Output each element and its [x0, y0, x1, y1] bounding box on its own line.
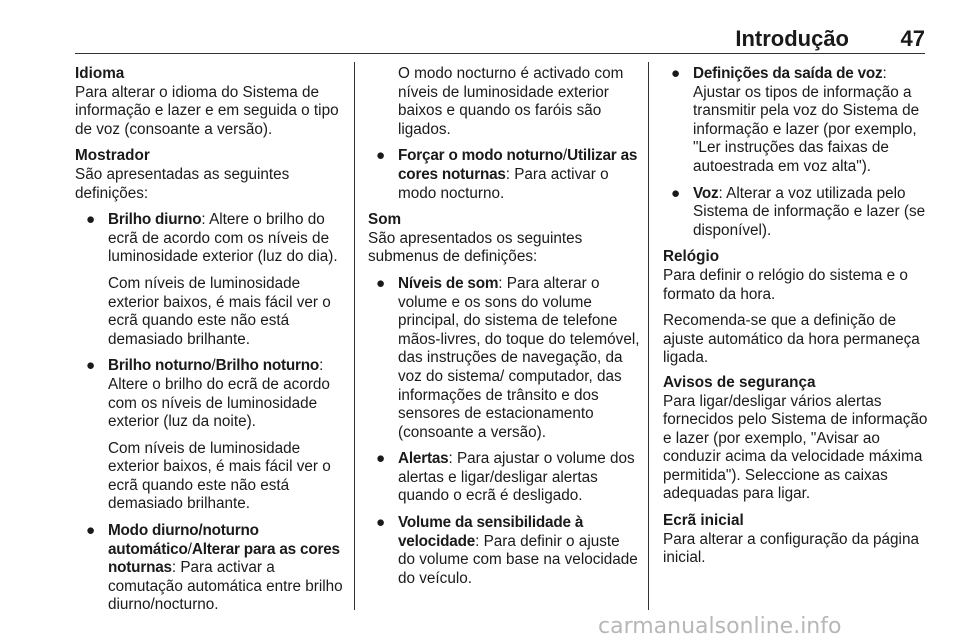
- item-text: : Para activar a comutação automática entre brilho diurno/nocturno.: [108, 559, 343, 614]
- list-item: [370, 275, 640, 442]
- list-item-note: Com níveis de luminosidade exterior baixos, é mais fácil ver o ecrã quando este não está demasiado brilhante.: [108, 439, 331, 513]
- list-item: [75, 357, 345, 431]
- column-1: [75, 65, 345, 623]
- bullet-icon: ●: [376, 147, 386, 165]
- item-text: : Ajustar os tipos de informação a transmitir pela voz do Sistema de informação e lazer (por exemplo, "Ler instruções das faixas de autoestrada em voz alta").: [693, 65, 920, 175]
- list-item: [370, 514, 640, 588]
- bullet-icon: ●: [86, 522, 96, 540]
- list-item: [370, 147, 640, 203]
- section-text: Para ligar/desligar vários alertas fornecidos pelo Sistema de informação e lazer (por exemplo, "Avisar ao conduzir acima da velocidade máxima permitida"). Seleccione as caixas adequadas para ligar.: [663, 392, 928, 503]
- page-number: 47: [900, 26, 925, 51]
- term: Brilho diurno: [108, 211, 202, 229]
- section-title: Avisos de segurança: [663, 373, 816, 391]
- section-mostrador: [75, 147, 345, 203]
- section-som: [368, 211, 640, 267]
- term: Utilizar as cores noturnas: [398, 147, 638, 183]
- watermark: carmanualsonline.info: [598, 614, 842, 639]
- separator: /: [187, 540, 192, 558]
- term: Brilho noturno: [215, 357, 320, 375]
- term: Definições da saída de voz: [693, 65, 883, 82]
- section-title: Som: [368, 211, 402, 229]
- term: Modo diurno/noturno automático: [108, 522, 259, 558]
- page-header: [75, 22, 925, 54]
- continued-text: O modo nocturno é activado com níveis de luminosidade exterior baixos e quando os faróis são ligados.: [398, 65, 624, 138]
- term: Níveis de som: [398, 274, 499, 292]
- column-divider: [354, 62, 355, 610]
- bullet-icon: ●: [376, 514, 386, 532]
- bullet-icon: ●: [671, 65, 681, 82]
- item-text: : Para definir o ajuste do volume com base na velocidade do veículo.: [398, 532, 638, 587]
- section-title: Idioma: [75, 65, 125, 82]
- bullet-icon: ●: [86, 357, 96, 375]
- column-3: [663, 65, 933, 576]
- term: Forçar o modo noturno: [398, 147, 563, 165]
- section-avisos: [663, 374, 933, 504]
- bullet-icon: ●: [86, 211, 96, 229]
- column-divider: [648, 62, 649, 610]
- item-text: : Para activar o modo nocturno.: [398, 165, 609, 202]
- bullet-icon: ●: [376, 274, 386, 292]
- term: Voz: [693, 184, 719, 202]
- chapter-title: Introdução: [735, 26, 849, 51]
- section-relogio: [663, 248, 933, 368]
- item-text: : Alterar a voz utilizada pelo Sistema de informação e lazer (se disponível).: [693, 184, 926, 239]
- item-text: : Para alterar o volume e os sons do volume principal, do sistema de telefone mãos-livres, do toque do telemóvel, das instruções de navegação, da voz do sistema/ computador, das informações de trânsito e dos sensores de estacionamento (consoante a versão).: [398, 274, 640, 441]
- section-ecra-inicial: [663, 512, 933, 568]
- section-text: São apresentados os seguintes submenus de definições:: [368, 229, 583, 266]
- section-title: Ecrã inicial: [663, 512, 744, 530]
- list-item: [663, 185, 933, 241]
- item-text: : Altere o brilho do ecrã de acordo com os níveis de luminosidade exterior (luz do dia).: [108, 211, 338, 266]
- list-item: [663, 65, 933, 177]
- term: Volume da sensibilidade à velocidade: [398, 514, 584, 550]
- column-2: [370, 65, 640, 596]
- section-title: Mostrador: [75, 147, 150, 165]
- term: Alertas: [398, 450, 449, 468]
- item-text: : Para ajustar o volume dos alertas e ligar/desligar alertas quando o ecrã é desligado.: [398, 450, 635, 505]
- section-text: Para alterar a configuração da página inicial.: [663, 530, 919, 567]
- bullet-icon: ●: [671, 184, 681, 202]
- list-item: [370, 450, 640, 506]
- section-text: Recomenda-se que a definição de ajuste automático da hora permaneça ligada.: [663, 312, 920, 367]
- section-text: Para alterar o idioma do Sistema de informação e lazer e em seguida o tipo de voz (consoante a versão).: [75, 83, 339, 138]
- list-item-note: Com níveis de luminosidade exterior baixos, é mais fácil ver o ecrã quando este não está demasiado brilhante.: [108, 274, 331, 348]
- separator: /: [211, 357, 216, 375]
- header-rule: [75, 53, 925, 54]
- item-text: : Altere o brilho do ecrã de acordo com os níveis de luminosidade exterior (luz da noite).: [108, 357, 330, 431]
- section-title: Relógio: [663, 248, 720, 266]
- list-item: [75, 522, 345, 615]
- section-idioma: [75, 65, 345, 139]
- separator: /: [562, 147, 568, 165]
- term: Alterar para as cores noturnas: [108, 540, 340, 577]
- bullet-icon: ●: [376, 450, 386, 468]
- section-text: Para definir o relógio do sistema e o formato da hora.: [663, 266, 908, 303]
- list-item: [75, 211, 345, 267]
- section-text: São apresentadas as seguintes definições:: [75, 165, 290, 202]
- term: Brilho noturno: [108, 357, 212, 375]
